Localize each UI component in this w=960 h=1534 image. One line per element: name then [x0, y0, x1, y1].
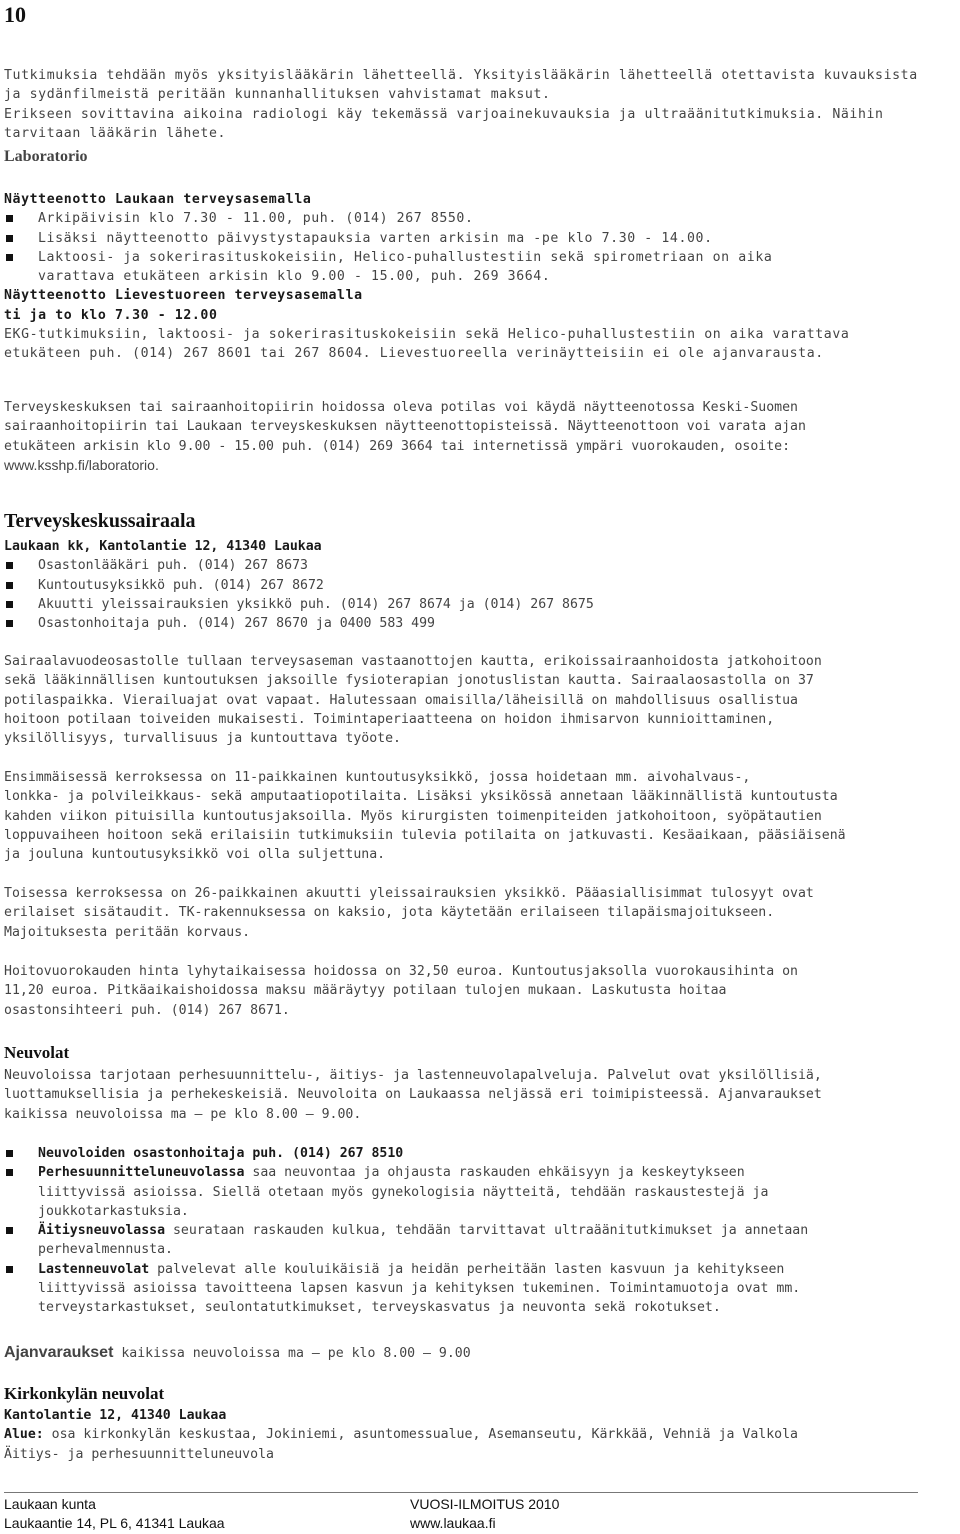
footer-divider	[4, 1492, 918, 1493]
tksairaala-paragraph-1	[4, 652, 954, 748]
text-line: etukäteen arkisin klo 9.00 - 15.00 puh. (014) 269 3664 tai internetissä ympäri vuorokauden, osoite:	[4, 438, 791, 454]
text-line: luottamuksellisia ja perhekeskeisiä. Neuvoloita on Laukaassa neljässä eri toimipisteessä. Ajanvaraukset	[4, 1087, 822, 1103]
section-title-laboratorio: Laboratorio	[4, 148, 88, 165]
neuvolat-intro	[4, 1066, 954, 1124]
text-line: lonkka- ja polvileikkaus- sekä amputaatiopotilaita. Lisäksi yksikössä annetaan lääkinnällistä kuntoutusta	[4, 789, 838, 805]
text-line: 11,20 euroa. Pitkäaikaishoidossa maksu määräytyy potilaan tulojen mukaan. Laskutusta hoitaa	[4, 983, 727, 999]
text-line: Sairaalavuodeosastolle tullaan terveysaseman vastaanottojen kautta, erikoissairaanhoidosta jatkohoitoon	[4, 654, 822, 669]
text-line: terveystarkastukset, seulontatutkimukset, terveyskasvatus ja neuvonta sekä rokotukset.	[38, 1300, 721, 1316]
text-line: loppuvaiheen hoitoon sekä erilaisiin tutkimuksiin tulevia potilaita on jatkuvasti. Kesäaikaan, pääsiäisenä	[4, 827, 846, 843]
text-line: Tutkimuksia tehdään myös yksityislääkärin lähetteellä. Yksityislääkärin lähetteellä otettavista kuvauksista	[4, 68, 918, 83]
address: Kantolantie 12, 41340 Laukaa	[4, 1408, 227, 1423]
text-line: Erikseen sovittavina aikoina radiologi käy tekemässä varjoainekuvauksia ja ultraäänitutkimuksia. Näihin	[4, 106, 884, 122]
subheading: Näytteenotto Lievestuoreen terveysasemalla	[4, 288, 363, 304]
text-line: Majoituksesta peritään korvaus.	[4, 924, 251, 940]
section-title-terveyskeskussairaala: Terveyskeskussairaala	[4, 510, 196, 532]
text-line: joukkotarkastuksia.	[38, 1203, 189, 1219]
text-line: Ensimmäisessä kerroksessa on 11-paikkainen kuntoutusyksikkö, jossa hoidetaan mm. aivohalvaus-,	[4, 770, 751, 785]
text-line: yksilöllisyys, turvallisuus ja kuntouttava työote.	[4, 731, 401, 747]
text-line: liittyvissä asioissa tavoitteena lapsen kasvun ja kehityksen tukeminen. Toimintamuotoja ovat mm.	[38, 1281, 801, 1297]
text-line: palvelevat alle kouluikäisiä ja heidän perheitään lasten kasvuun ja kehitykseen	[149, 1261, 785, 1277]
text-line: kahden viikon pituisilla kuntoutusjaksoilla. Myös kirurgisten toimenpiteiden jatkohoitoon, syöpätautien	[4, 808, 822, 824]
text-line: erilaiset sisätaudit. TK-rakennuksessa on kaksio, jota käytetään erilaiseen tilapäismajoitukseen.	[4, 905, 775, 921]
text-line: liittyvissä asioissa. Siellä otetaan myös gynekologisia näytteitä, tehdään raskaustestejä ja	[38, 1184, 769, 1200]
text-line: etukäteen puh. (014) 267 8601 tai 267 8604. Lievestuoreella verinäytteisiin ei ole ajanvarausta.	[4, 346, 824, 362]
text-line: tarvitaan lääkärin lähete.	[4, 125, 227, 141]
text-line: Äitiys- ja perhesuunnitteluneuvola	[4, 1446, 274, 1462]
text-line: osastonsihteeri puh. (014) 267 8671.	[4, 1002, 290, 1018]
alue-text: osa kirkonkylän keskustaa, Jokiniemi, asuntomessualue, Asemanseutu, Kärkkää, Vehniä ja Valkola	[43, 1427, 798, 1443]
text-line: Terveyskeskuksen tai sairaanhoitopiirin hoidossa oleva potilas voi käydä näytteenotossa Keski-Suomen	[4, 400, 798, 415]
text-line: potilaspaikka. Vierailuajat ovat vapaat. Halutessaan omaisilla/läheisillä on mahdollisuus osallistua	[4, 692, 798, 708]
text-line: hoitoon potilaan toiveiden mukaisesti. Toimintaperiaatteena on hoidon ihmisarvon kunnioittaminen,	[4, 711, 775, 727]
text-line: seurataan raskauden kulkua, tehdään tarvittavat ultraäänitutkimukset ja annetaan	[165, 1223, 809, 1239]
address: Laukaan kk, Kantolantie 12, 41340 Laukaa	[4, 539, 322, 554]
list-item: Akuutti yleissairauksien yksikkö puh. (014) 267 8674 ja (014) 267 8675	[4, 595, 954, 614]
text-line: Toisessa kerroksessa on 26-paikkainen akuutti yleissairauksien yksikkö. Pääasiallisimmat tulosyyt ovat	[4, 886, 814, 901]
text-line: Laktoosi- ja sokerirasituskokeisiin, Helico-puhallustestiin sekä spirometriaan on aika	[38, 249, 773, 265]
term: Äitiysneuvolassa	[38, 1223, 166, 1239]
list-item	[4, 1221, 954, 1260]
footer-org: Laukaan kunta	[4, 1496, 96, 1512]
text-line: sekä lääkinnällisen kuntoutuksen jaksoille fysioterapian jonotuslistan kautta. Sairaalaosastolla on 37	[4, 673, 814, 689]
url-text: www.ksshp.fi/laboratorio.	[4, 456, 159, 473]
list-item: Kuntoutusyksikkö puh. (014) 267 8672	[4, 576, 954, 595]
opening-hours: ti ja to klo 7.30 - 12.00	[4, 307, 218, 323]
laboratorio-laukaa	[4, 190, 954, 364]
text-line: ja jouluna kuntoutusyksikkö voi olla suljettuna.	[4, 847, 386, 863]
list-item: Lisäksi näytteenotto päivystystapauksia varten arkisin ma -pe klo 7.30 - 14.00.	[4, 229, 954, 248]
section-title-kirkonkyla: Kirkonkylän neuvolat	[4, 1384, 165, 1403]
list-item: Osastonlääkäri puh. (014) 267 8673	[4, 556, 954, 575]
list-item: Neuvoloiden osastonhoitaja puh. (014) 267 8510	[4, 1144, 954, 1163]
text-line: ja sydänfilmeistä peritään kunnanhallituksen vahvistamat maksut.	[4, 87, 551, 103]
footer-publication: VUOSI-ILMOITUS 2010	[410, 1496, 560, 1512]
footer-website: www.laukaa.fi	[410, 1515, 496, 1531]
subheading: Näytteenotto Laukaan terveysasemalla	[4, 192, 312, 207]
list-item: Osastonhoitaja puh. (014) 267 8670 ja 0400 583 499	[4, 614, 954, 633]
text-line: perhevalmennusta.	[38, 1242, 173, 1258]
list-item	[4, 248, 954, 287]
tksairaala-contacts	[4, 537, 954, 633]
intro-paragraph	[4, 66, 954, 143]
tksairaala-paragraph-4	[4, 962, 954, 1020]
list-item	[4, 1163, 954, 1221]
kirkonkyla-details	[4, 1406, 954, 1464]
footer-address: Laukaantie 14, PL 6, 41341 Laukaa	[4, 1515, 225, 1531]
ajanvaraus-line	[4, 1344, 954, 1363]
text-line: Neuvoloissa tarjotaan perhesuunnittelu-, äitiys- ja lastenneuvolapalveluja. Palvelut ovat yksilöllisiä,	[4, 1068, 822, 1083]
text-line: Hoitovuorokauden hinta lyhytaikaisessa hoidossa on 32,50 euroa. Kuntoutusjaksolla vuorokausihinta on	[4, 964, 798, 979]
ajanvaraus-text: kaikissa neuvoloissa ma – pe klo 8.00 – 9.00	[113, 1346, 471, 1361]
tksairaala-paragraph-3	[4, 884, 954, 942]
text-line: EKG-tutkimuksiin, laktoosi- ja sokerirasituskokeisiin sekä Helico-puhallustestiin on aika varattava	[4, 327, 850, 343]
neuvolat-list	[4, 1144, 954, 1318]
list-item	[4, 1260, 954, 1318]
list-item: Arkipäivisin klo 7.30 - 11.00, puh. (014) 267 8550.	[4, 209, 954, 228]
term: Lastenneuvolat	[38, 1261, 150, 1277]
laboratorio-ksshp	[4, 398, 954, 475]
page-number: 10	[4, 2, 26, 27]
tksairaala-paragraph-2	[4, 768, 954, 864]
term: Perhesuunnitteluneuvolassa	[38, 1165, 245, 1181]
text-line: kaikissa neuvoloissa ma – pe klo 8.00 – 9.00.	[4, 1106, 362, 1122]
section-title-neuvolat: Neuvolat	[4, 1043, 70, 1062]
text-line: saa neuvontaa ja ohjausta raskauden ehkäisyyn ja keskeytykseen	[244, 1165, 745, 1181]
text-line: sairaanhoitopiirin tai Laukaan terveyskeskuksen näytteenottopisteissä. Näytteenottoon voi varata ajan	[4, 419, 806, 435]
alue-label: Alue:	[4, 1427, 44, 1443]
text-line: varattava etukäteen arkisin klo 9.00 - 15.00, puh. 269 3664.	[38, 269, 551, 285]
ajanvaraus-heading: Ajanvaraukset	[4, 1344, 114, 1361]
